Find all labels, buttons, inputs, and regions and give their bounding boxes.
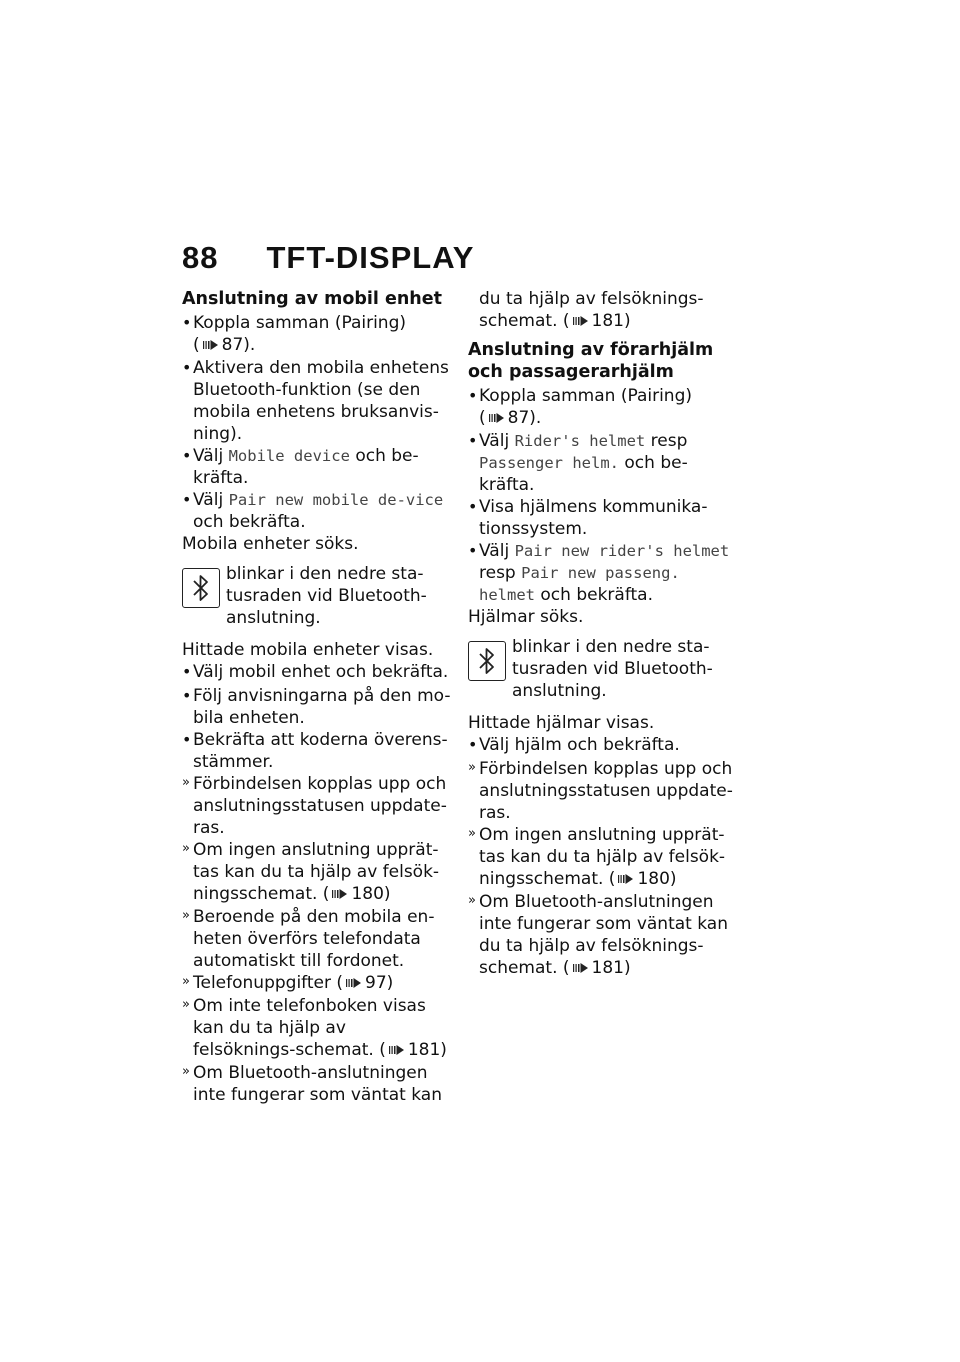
result-text: Hjälmar söks. [468, 607, 584, 627]
result-item: » Förbindelsen kopplas upp och anslutningsstatusen uppdate-ras. [182, 773, 452, 839]
page-reference-arrow-icon [389, 1040, 405, 1062]
bullet-icon [468, 496, 479, 540]
page-reference[interactable]: 87). [221, 335, 256, 355]
page-reference-arrow-icon [573, 958, 589, 980]
bullet-icon [468, 385, 479, 430]
bullet-icon [182, 661, 193, 685]
page-reference-arrow-icon [573, 311, 589, 333]
list-item: • Välj Mobile device och be-kräfta. [182, 445, 452, 489]
list-item: • Visa hjälmens kommunika-tionssystem. [468, 496, 738, 540]
result-arrow-icon [182, 906, 193, 972]
page-reference[interactable]: 97) [365, 973, 394, 993]
page-reference[interactable]: 181) [407, 1040, 447, 1060]
bullet-icon [182, 685, 193, 729]
continued-text: du ta hjälp av felsöknings-schemat. ( 181) [479, 289, 704, 331]
bullet-icon [182, 729, 193, 773]
result-arrow-icon [182, 995, 193, 1062]
result-item: » Beroende på den mobila en-heten överförs telefondata automatiskt till fordonet. [182, 906, 452, 972]
list-item: • Välj Rider's helmet resp Passenger helm. och be-kräfta. [468, 430, 738, 496]
result-item: » Telefonuppgifter ( 97) [182, 972, 452, 995]
result-item: » Förbindelsen kopplas upp och anslutningsstatusen uppdate-ras. [468, 758, 738, 824]
result-text: Hittade mobila enheter visas. [182, 640, 434, 660]
result-arrow-icon [182, 1062, 193, 1106]
page-reference-arrow-icon [203, 335, 219, 357]
result-arrow-icon [182, 773, 193, 839]
result-item: » Om ingen anslutning upprät-tas kan du ta hjälp av felsök-ningsschemat. ( 180) [468, 824, 738, 891]
list-item: • Välj Pair new mobile de-vice och bekräfta. [182, 489, 452, 533]
page-reference[interactable]: 181) [591, 958, 631, 978]
result-arrow-icon [182, 972, 193, 995]
result-arrow-icon [468, 824, 479, 891]
bullet-icon [182, 445, 193, 489]
bluetooth-note: blinkar i den nedre sta-tusraden vid Bluetooth-anslutning. [468, 636, 738, 702]
page-header [182, 240, 474, 276]
page-title: TFT-DISPLAY [266, 240, 475, 275]
menu-item-code: Pair new passeng. helmet [479, 564, 680, 604]
section-heading: Anslutning av mobil enhet [182, 289, 442, 309]
bullet-icon [468, 734, 479, 758]
result-arrow-icon [182, 839, 193, 906]
result-text: Hittade hjälmar visas. [468, 713, 655, 733]
right-column [468, 288, 738, 980]
list-item: • Välj mobil enhet och bekräfta. [182, 661, 452, 685]
list-item: • Bekräfta att koderna överens-stämmer. [182, 729, 452, 773]
bluetooth-icon [468, 641, 506, 681]
page-number: 88 [182, 240, 219, 275]
result-arrow-icon [468, 758, 479, 824]
page-reference[interactable]: 87). [507, 408, 542, 428]
page-reference-arrow-icon [489, 408, 505, 430]
list-item: • Koppla samman (Pairing) ( 87). [182, 312, 452, 357]
page-reference[interactable]: 180) [637, 869, 677, 889]
result-item: » Om ingen anslutning upprät-tas kan du ta hjälp av felsök-ningsschemat. ( 180) [182, 839, 452, 906]
bluetooth-icon [182, 568, 220, 608]
page-reference[interactable]: 180) [351, 884, 391, 904]
page-reference[interactable]: 181) [591, 311, 631, 331]
left-column [182, 288, 452, 1106]
list-item: • Koppla samman (Pairing) ( 87). [468, 385, 738, 430]
menu-item-code: Passenger helm. [479, 454, 619, 472]
bullet-icon [182, 357, 193, 445]
menu-item-code: Mobile device [228, 447, 350, 465]
page-reference-arrow-icon [618, 869, 634, 891]
result-item: » Om Bluetooth-anslutningen inte fungerar som väntat kan [182, 1062, 452, 1106]
bullet-icon [182, 312, 193, 357]
bullet-icon [468, 540, 479, 606]
bluetooth-note: blinkar i den nedre sta-tusraden vid Bluetooth-anslutning. [182, 563, 452, 629]
bullet-icon [182, 489, 193, 533]
list-item: • Följ anvisningarna på den mo-bila enheten. [182, 685, 452, 729]
list-item: • Välj hjälm och bekräfta. [468, 734, 738, 758]
result-item: » Om Bluetooth-anslutningen inte fungerar som väntat kan du ta hjälp av felsöknings-schemat. ( 181) [468, 891, 738, 980]
result-item: » Om inte telefonboken visas kan du ta hjälp av felsöknings-schemat. ( 181) [182, 995, 452, 1062]
menu-item-code: Pair new mobile de-vice [228, 491, 444, 509]
menu-item-code: Pair new rider's helmet [514, 542, 730, 560]
section-heading: Anslutning av förarhjälm och passagerarhjälm [468, 340, 714, 382]
list-item: • Välj Pair new rider's helmet resp Pair new passeng. helmet och bekräfta. [468, 540, 738, 606]
menu-item-code: Rider's helmet [514, 432, 646, 450]
result-text: Mobila enheter söks. [182, 534, 359, 554]
page-reference-arrow-icon [346, 973, 362, 995]
list-item: • Aktivera den mobila enhetens Bluetooth-funktion (se den mobila enhetens bruksanvis-ning). [182, 357, 452, 445]
bullet-icon [468, 430, 479, 496]
result-arrow-icon [468, 891, 479, 980]
page-reference-arrow-icon [332, 884, 348, 906]
